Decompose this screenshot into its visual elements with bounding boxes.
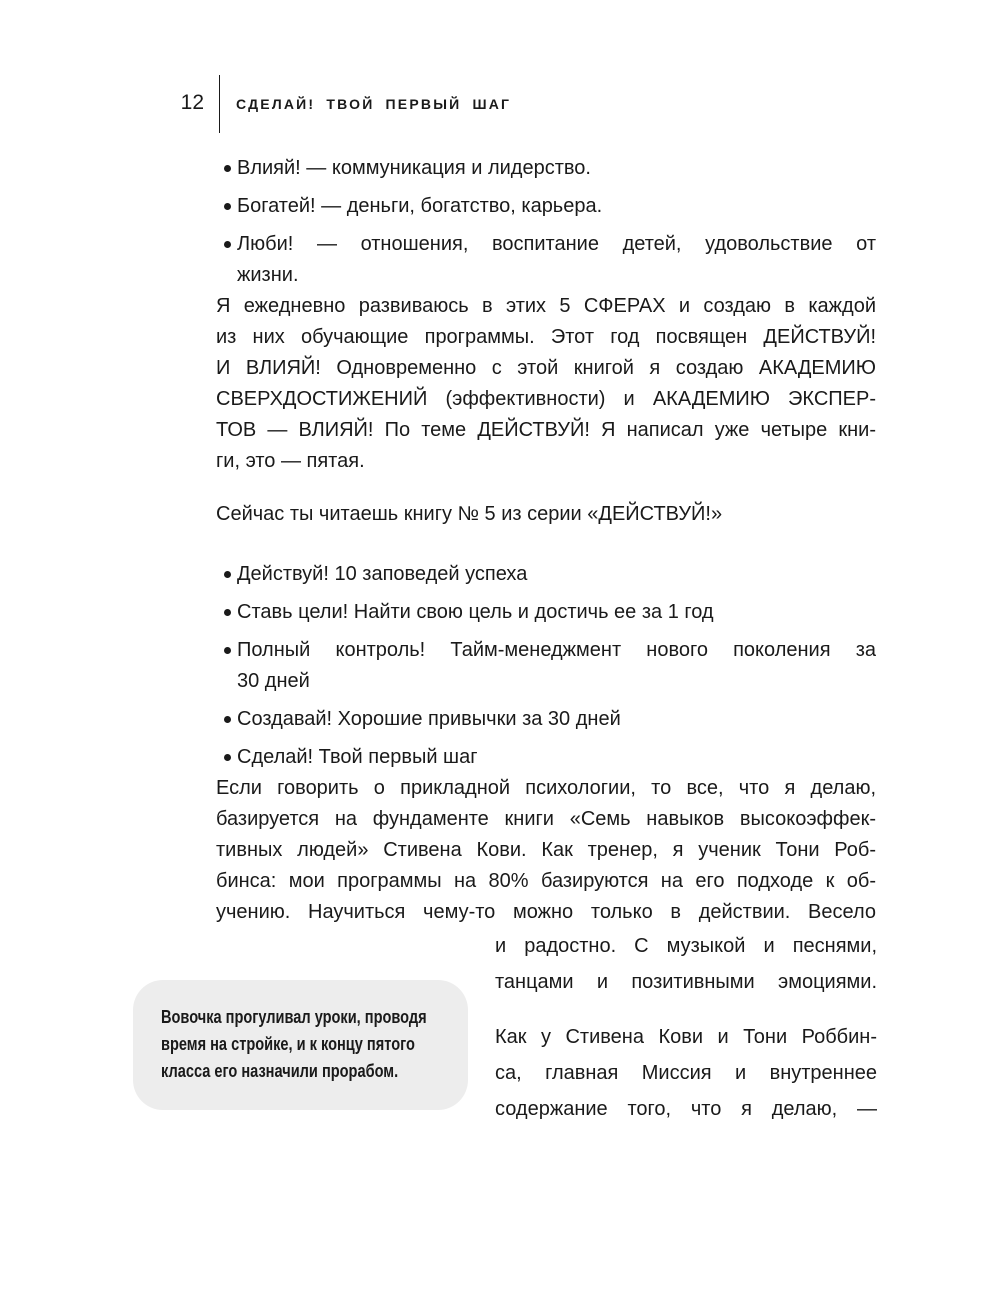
bullet-icon	[224, 241, 231, 248]
list-item-vliyay	[216, 153, 876, 184]
list-item-text: Сделай! Твой первый шаг	[237, 746, 478, 768]
bottom-section	[161, 928, 877, 1127]
spheres-bullet-list	[216, 153, 876, 291]
bullet-icon	[224, 754, 231, 761]
header-divider	[219, 75, 220, 133]
bullet-icon	[224, 716, 231, 723]
books-bullet-list	[216, 559, 876, 773]
callout-box	[133, 980, 468, 1110]
bullet-icon	[224, 165, 231, 172]
series-intro-line: Сейчас ты читаешь книгу № 5 из серии «ДЕЙСТВУЙ!»	[216, 503, 723, 525]
list-item-text: Действуй! 10 заповедей успеха	[237, 563, 528, 585]
bullet-icon	[224, 203, 231, 210]
page-content	[161, 153, 877, 1127]
running-title: СДЕЛАЙ! ТВОЙ ПЕРВЫЙ ШАГ	[236, 96, 512, 112]
list-item-polny-kontrol	[216, 635, 876, 697]
bullet-icon	[224, 609, 231, 616]
bullet-icon	[224, 571, 231, 578]
callout-text: Вовочка прогуливал уроки, проводя время на стройке, и к концу пятого класса его назначили прорабом.	[161, 1007, 427, 1081]
page-number: 12	[180, 91, 204, 114]
running-head	[0, 75, 987, 133]
wrap-column	[495, 928, 877, 1127]
paragraph-foundation-continued: и радостно. С музыкой и песнями, танцами и позитивными эмоциями.	[495, 935, 877, 993]
paragraph-covey: Как у Стивена Кови и Тони Роббин- са, главная Миссия и внутреннее содержание того, что я делаю, —	[495, 1026, 877, 1120]
paragraph-spheres: Я ежедневно развиваюсь в этих 5 СФЕРАХ и создаю в каждой из них обучающие программы. Этот год посвящен ДЕЙСТВУЙ! И ВЛИЯЙ! Одновременно с этой книгой я создаю АКАДЕМИЮ СВЕРХДОСТИЖЕНИЙ (эффективности) и АКАДЕМИЮ ЭКСПЕР- ТОВ — ВЛИЯЙ! По теме ДЕЙСТВУЙ! Я написал уже четыре кни- ги, это — пятая.	[216, 295, 876, 472]
list-item-text: Богатей! — деньги, богатство, карьера.	[237, 195, 603, 217]
list-item-lyubi	[216, 229, 876, 291]
list-item-sozdavay	[216, 704, 876, 735]
list-item-text: Полный контроль! Тайм-менеджмент нового поколения за 30 дней	[237, 639, 876, 692]
list-item-text: Ставь цели! Найти свою цель и достичь ее за 1 год	[237, 601, 714, 623]
paragraph-foundation: Если говорить о прикладной психологии, то все, что я делаю, базируется на фундаменте книги «Семь навыков высокоэффек- тивных людей» Стивена Кови. Как тренер, я ученик Тони Роб- бинса: мои программы на 80% базируются на его подходе к об- учению. Научиться чему-то можно только в действии. Весело	[216, 777, 876, 923]
list-item-text: Создавай! Хорошие привычки за 30 дней	[237, 708, 621, 730]
list-item-sdelay	[216, 742, 876, 773]
list-item-deystvuy	[216, 559, 876, 590]
bullet-icon	[224, 647, 231, 654]
list-item-text: Влияй! — коммуникация и лидерство.	[237, 157, 591, 179]
list-item-text: Люби! — отношения, воспитание детей, удовольствие от жизни.	[237, 233, 876, 286]
list-item-bogatey	[216, 191, 876, 222]
list-item-stav-tseli	[216, 597, 876, 628]
